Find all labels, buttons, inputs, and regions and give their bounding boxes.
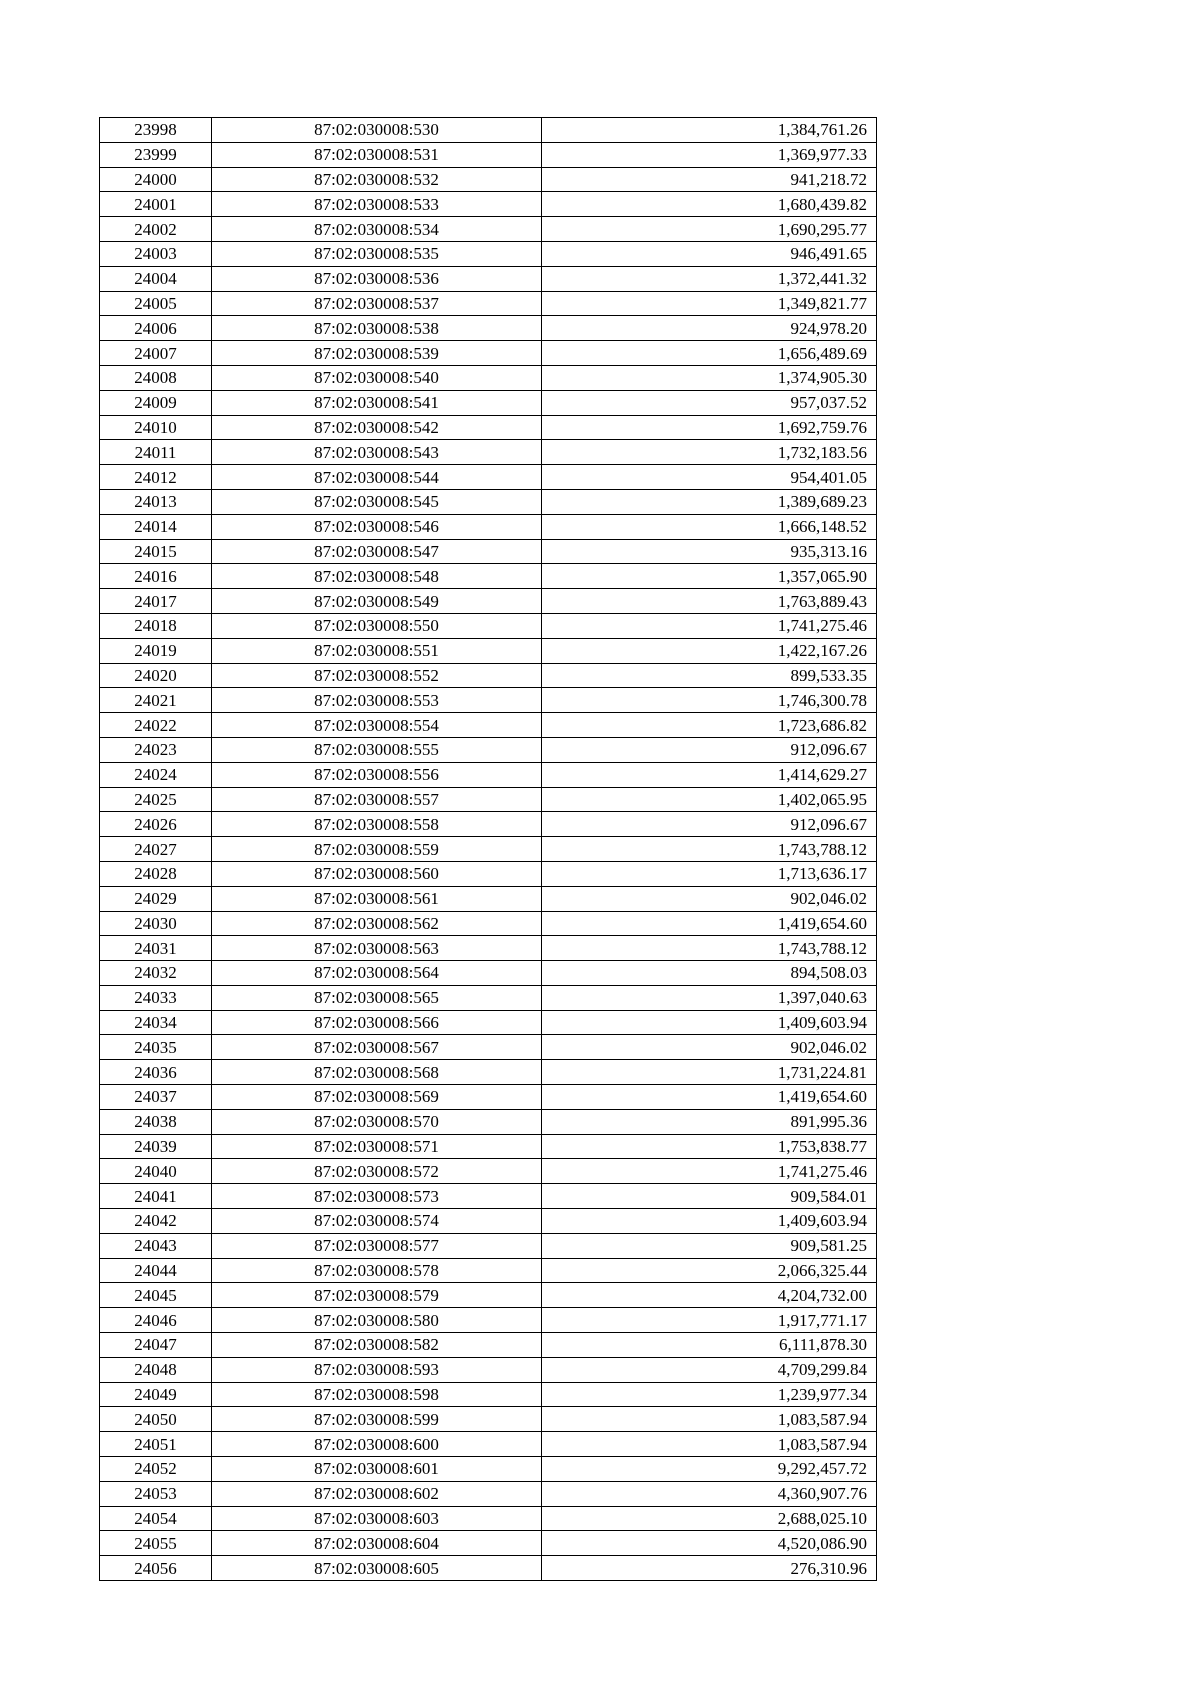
cadastral-number-cell: 87:02:030008:561 xyxy=(212,886,542,911)
row-number-cell: 24011 xyxy=(100,440,212,465)
row-number-cell: 24027 xyxy=(100,837,212,862)
row-number-cell: 24012 xyxy=(100,465,212,490)
cadastral-value-cell: 1,357,065.90 xyxy=(542,564,877,589)
table-row xyxy=(100,1134,877,1159)
cadastral-value-cell: 1,369,977.33 xyxy=(542,142,877,167)
cadastral-value-cell: 1,666,148.52 xyxy=(542,514,877,539)
cadastral-number-cell: 87:02:030008:545 xyxy=(212,489,542,514)
cadastral-value-cell: 1,743,788.12 xyxy=(542,936,877,961)
row-number-cell: 24025 xyxy=(100,787,212,812)
row-number-cell: 24009 xyxy=(100,390,212,415)
cadastral-value-cell: 1,422,167.26 xyxy=(542,638,877,663)
row-number-cell: 24054 xyxy=(100,1506,212,1531)
table-row xyxy=(100,1432,877,1457)
row-number-cell: 24038 xyxy=(100,1109,212,1134)
table-row xyxy=(100,365,877,390)
row-number-cell: 24020 xyxy=(100,663,212,688)
cadastral-value-cell: 1,753,838.77 xyxy=(542,1134,877,1159)
cadastral-number-cell: 87:02:030008:582 xyxy=(212,1333,542,1358)
row-number-cell: 23998 xyxy=(100,118,212,143)
row-number-cell: 24044 xyxy=(100,1258,212,1283)
table-row xyxy=(100,787,877,812)
row-number-cell: 24039 xyxy=(100,1134,212,1159)
cadastral-value-cell: 1,374,905.30 xyxy=(542,365,877,390)
row-number-cell: 24041 xyxy=(100,1184,212,1209)
table-row xyxy=(100,1085,877,1110)
table-row xyxy=(100,638,877,663)
row-number-cell: 24000 xyxy=(100,167,212,192)
cadastral-value-cell: 1,741,275.46 xyxy=(542,1159,877,1184)
row-number-cell: 24007 xyxy=(100,341,212,366)
row-number-cell: 24052 xyxy=(100,1457,212,1482)
row-number-cell: 24053 xyxy=(100,1481,212,1506)
cadastral-value-cell: 1,372,441.32 xyxy=(542,266,877,291)
cadastral-value-cell: 1,731,224.81 xyxy=(542,1060,877,1085)
row-number-cell: 24056 xyxy=(100,1556,212,1581)
table-row xyxy=(100,415,877,440)
cadastral-number-cell: 87:02:030008:573 xyxy=(212,1184,542,1209)
row-number-cell: 24024 xyxy=(100,762,212,787)
cadastral-value-cell: 954,401.05 xyxy=(542,465,877,490)
cadastral-value-cell: 1,746,300.78 xyxy=(542,688,877,713)
row-number-cell: 24006 xyxy=(100,316,212,341)
row-number-cell: 24055 xyxy=(100,1531,212,1556)
row-number-cell: 24021 xyxy=(100,688,212,713)
cadastral-number-cell: 87:02:030008:599 xyxy=(212,1407,542,1432)
cadastral-number-cell: 87:02:030008:555 xyxy=(212,737,542,762)
cadastral-value-cell: 1,409,603.94 xyxy=(542,1010,877,1035)
cadastral-number-cell: 87:02:030008:535 xyxy=(212,241,542,266)
cadastral-number-cell: 87:02:030008:604 xyxy=(212,1531,542,1556)
table-row xyxy=(100,1283,877,1308)
cadastral-number-cell: 87:02:030008:530 xyxy=(212,118,542,143)
row-number-cell: 24010 xyxy=(100,415,212,440)
cadastral-number-cell: 87:02:030008:548 xyxy=(212,564,542,589)
row-number-cell: 24047 xyxy=(100,1333,212,1358)
cadastral-number-cell: 87:02:030008:534 xyxy=(212,217,542,242)
table-row xyxy=(100,217,877,242)
cadastral-value-cell: 4,520,086.90 xyxy=(542,1531,877,1556)
cadastral-value-cell: 1,732,183.56 xyxy=(542,440,877,465)
cadastral-number-cell: 87:02:030008:563 xyxy=(212,936,542,961)
row-number-cell: 24008 xyxy=(100,365,212,390)
table-row xyxy=(100,390,877,415)
cadastral-value-cell: 1,763,889.43 xyxy=(542,589,877,614)
table-row xyxy=(100,564,877,589)
table-row xyxy=(100,1060,877,1085)
cadastral-value-cell: 2,066,325.44 xyxy=(542,1258,877,1283)
cadastral-number-cell: 87:02:030008:531 xyxy=(212,142,542,167)
cadastral-value-cell: 1,741,275.46 xyxy=(542,613,877,638)
table-row xyxy=(100,489,877,514)
cadastral-value-cell: 894,508.03 xyxy=(542,961,877,986)
table-row xyxy=(100,1556,877,1581)
cadastral-value-cell: 899,533.35 xyxy=(542,663,877,688)
row-number-cell: 24013 xyxy=(100,489,212,514)
table-row xyxy=(100,911,877,936)
cadastral-value-cell: 1,690,295.77 xyxy=(542,217,877,242)
cadastral-number-cell: 87:02:030008:537 xyxy=(212,291,542,316)
table-row xyxy=(100,985,877,1010)
row-number-cell: 24033 xyxy=(100,985,212,1010)
cadastral-number-cell: 87:02:030008:542 xyxy=(212,415,542,440)
table-row xyxy=(100,1159,877,1184)
table-row xyxy=(100,1457,877,1482)
cadastral-value-cell: 1,917,771.17 xyxy=(542,1308,877,1333)
row-number-cell: 24005 xyxy=(100,291,212,316)
table-row xyxy=(100,837,877,862)
table-row xyxy=(100,266,877,291)
cadastral-number-cell: 87:02:030008:567 xyxy=(212,1035,542,1060)
table-row xyxy=(100,1481,877,1506)
cadastral-value-cell: 1,389,689.23 xyxy=(542,489,877,514)
cadastral-number-cell: 87:02:030008:603 xyxy=(212,1506,542,1531)
cadastral-value-cell: 1,384,761.26 xyxy=(542,118,877,143)
cadastral-number-cell: 87:02:030008:572 xyxy=(212,1159,542,1184)
row-number-cell: 24042 xyxy=(100,1209,212,1234)
table-row xyxy=(100,1233,877,1258)
row-number-cell: 24046 xyxy=(100,1308,212,1333)
table-row xyxy=(100,589,877,614)
cadastral-number-cell: 87:02:030008:552 xyxy=(212,663,542,688)
cadastral-number-cell: 87:02:030008:551 xyxy=(212,638,542,663)
table-row xyxy=(100,737,877,762)
row-number-cell: 24037 xyxy=(100,1085,212,1110)
cadastral-number-cell: 87:02:030008:550 xyxy=(212,613,542,638)
cadastral-number-cell: 87:02:030008:546 xyxy=(212,514,542,539)
cadastral-value-cell: 4,709,299.84 xyxy=(542,1357,877,1382)
cadastral-value-cell: 946,491.65 xyxy=(542,241,877,266)
cadastral-value-cell: 4,204,732.00 xyxy=(542,1283,877,1308)
cadastral-number-cell: 87:02:030008:569 xyxy=(212,1085,542,1110)
cadastral-number-cell: 87:02:030008:566 xyxy=(212,1010,542,1035)
table-row xyxy=(100,1109,877,1134)
row-number-cell: 24049 xyxy=(100,1382,212,1407)
table-row xyxy=(100,316,877,341)
cadastral-number-cell: 87:02:030008:549 xyxy=(212,589,542,614)
row-number-cell: 24026 xyxy=(100,812,212,837)
row-number-cell: 24028 xyxy=(100,861,212,886)
table-row xyxy=(100,1035,877,1060)
cadastral-number-cell: 87:02:030008:565 xyxy=(212,985,542,1010)
cadastral-value-cell: 935,313.16 xyxy=(542,539,877,564)
table-row xyxy=(100,1531,877,1556)
cadastral-number-cell: 87:02:030008:538 xyxy=(212,316,542,341)
cadastral-value-cell: 912,096.67 xyxy=(542,737,877,762)
row-number-cell: 24022 xyxy=(100,713,212,738)
table-row xyxy=(100,192,877,217)
cadastral-number-cell: 87:02:030008:536 xyxy=(212,266,542,291)
cadastral-number-cell: 87:02:030008:598 xyxy=(212,1382,542,1407)
table-row xyxy=(100,1357,877,1382)
cadastral-number-cell: 87:02:030008:602 xyxy=(212,1481,542,1506)
row-number-cell: 24040 xyxy=(100,1159,212,1184)
row-number-cell: 24003 xyxy=(100,241,212,266)
row-number-cell: 24051 xyxy=(100,1432,212,1457)
cadastral-value-cell: 1,414,629.27 xyxy=(542,762,877,787)
table-row xyxy=(100,1333,877,1358)
table-row xyxy=(100,1184,877,1209)
cadastral-number-cell: 87:02:030008:571 xyxy=(212,1134,542,1159)
cadastral-value-cell: 1,397,040.63 xyxy=(542,985,877,1010)
cadastral-number-cell: 87:02:030008:600 xyxy=(212,1432,542,1457)
table-row xyxy=(100,167,877,192)
row-number-cell: 24029 xyxy=(100,886,212,911)
table-row xyxy=(100,241,877,266)
cadastral-number-cell: 87:02:030008:547 xyxy=(212,539,542,564)
table-row xyxy=(100,1010,877,1035)
row-number-cell: 24001 xyxy=(100,192,212,217)
table-row xyxy=(100,1209,877,1234)
cadastral-number-cell: 87:02:030008:601 xyxy=(212,1457,542,1482)
cadastral-value-cell: 1,419,654.60 xyxy=(542,1085,877,1110)
row-number-cell: 24023 xyxy=(100,737,212,762)
table-row xyxy=(100,663,877,688)
cadastral-number-cell: 87:02:030008:580 xyxy=(212,1308,542,1333)
table-row xyxy=(100,961,877,986)
cadastral-value-cell: 902,046.02 xyxy=(542,886,877,911)
table-row xyxy=(100,861,877,886)
cadastral-number-cell: 87:02:030008:579 xyxy=(212,1283,542,1308)
cadastral-value-cell: 1,743,788.12 xyxy=(542,837,877,862)
table-row xyxy=(100,142,877,167)
row-number-cell: 24050 xyxy=(100,1407,212,1432)
cadastral-value-cell: 9,292,457.72 xyxy=(542,1457,877,1482)
table-row xyxy=(100,812,877,837)
table-row xyxy=(100,762,877,787)
cadastral-value-cell: 912,096.67 xyxy=(542,812,877,837)
table-row xyxy=(100,1308,877,1333)
cadastral-value-table xyxy=(99,117,877,1581)
cadastral-value-cell: 1,239,977.34 xyxy=(542,1382,877,1407)
cadastral-number-cell: 87:02:030008:560 xyxy=(212,861,542,886)
row-number-cell: 24002 xyxy=(100,217,212,242)
row-number-cell: 24048 xyxy=(100,1357,212,1382)
cadastral-number-cell: 87:02:030008:543 xyxy=(212,440,542,465)
cadastral-value-cell: 1,680,439.82 xyxy=(542,192,877,217)
table-row xyxy=(100,465,877,490)
table-row xyxy=(100,1258,877,1283)
cadastral-value-cell: 891,995.36 xyxy=(542,1109,877,1134)
table-row xyxy=(100,1407,877,1432)
table-row xyxy=(100,118,877,143)
row-number-cell: 24018 xyxy=(100,613,212,638)
cadastral-number-cell: 87:02:030008:568 xyxy=(212,1060,542,1085)
row-number-cell: 24014 xyxy=(100,514,212,539)
table-row xyxy=(100,514,877,539)
cadastral-value-cell: 909,581.25 xyxy=(542,1233,877,1258)
cadastral-number-cell: 87:02:030008:593 xyxy=(212,1357,542,1382)
cadastral-value-cell: 1,656,489.69 xyxy=(542,341,877,366)
table-row xyxy=(100,440,877,465)
cadastral-value-cell: 1,349,821.77 xyxy=(542,291,877,316)
cadastral-number-cell: 87:02:030008:559 xyxy=(212,837,542,862)
row-number-cell: 24030 xyxy=(100,911,212,936)
cadastral-value-cell: 4,360,907.76 xyxy=(542,1481,877,1506)
table-row xyxy=(100,539,877,564)
table-row xyxy=(100,688,877,713)
row-number-cell: 24034 xyxy=(100,1010,212,1035)
row-number-cell: 24036 xyxy=(100,1060,212,1085)
cadastral-number-cell: 87:02:030008:557 xyxy=(212,787,542,812)
table-row xyxy=(100,713,877,738)
row-number-cell: 24032 xyxy=(100,961,212,986)
row-number-cell: 24019 xyxy=(100,638,212,663)
row-number-cell: 24017 xyxy=(100,589,212,614)
table-row xyxy=(100,613,877,638)
cadastral-number-cell: 87:02:030008:564 xyxy=(212,961,542,986)
cadastral-number-cell: 87:02:030008:540 xyxy=(212,365,542,390)
row-number-cell: 23999 xyxy=(100,142,212,167)
cadastral-value-cell: 957,037.52 xyxy=(542,390,877,415)
cadastral-value-cell: 941,218.72 xyxy=(542,167,877,192)
cadastral-number-cell: 87:02:030008:539 xyxy=(212,341,542,366)
cadastral-value-cell: 1,692,759.76 xyxy=(542,415,877,440)
row-number-cell: 24004 xyxy=(100,266,212,291)
table-row xyxy=(100,936,877,961)
cadastral-number-cell: 87:02:030008:570 xyxy=(212,1109,542,1134)
cadastral-value-cell: 909,584.01 xyxy=(542,1184,877,1209)
cadastral-value-cell: 1,083,587.94 xyxy=(542,1407,877,1432)
cadastral-number-cell: 87:02:030008:605 xyxy=(212,1556,542,1581)
cadastral-number-cell: 87:02:030008:532 xyxy=(212,167,542,192)
cadastral-value-cell: 6,111,878.30 xyxy=(542,1333,877,1358)
table-row xyxy=(100,1506,877,1531)
cadastral-number-cell: 87:02:030008:554 xyxy=(212,713,542,738)
cadastral-number-cell: 87:02:030008:558 xyxy=(212,812,542,837)
cadastral-number-cell: 87:02:030008:544 xyxy=(212,465,542,490)
cadastral-number-cell: 87:02:030008:556 xyxy=(212,762,542,787)
cadastral-number-cell: 87:02:030008:577 xyxy=(212,1233,542,1258)
row-number-cell: 24043 xyxy=(100,1233,212,1258)
cadastral-value-cell: 276,310.96 xyxy=(542,1556,877,1581)
cadastral-value-cell: 1,723,686.82 xyxy=(542,713,877,738)
cadastral-number-cell: 87:02:030008:562 xyxy=(212,911,542,936)
cadastral-value-cell: 1,419,654.60 xyxy=(542,911,877,936)
table-row xyxy=(100,886,877,911)
cadastral-value-cell: 2,688,025.10 xyxy=(542,1506,877,1531)
row-number-cell: 24031 xyxy=(100,936,212,961)
row-number-cell: 24035 xyxy=(100,1035,212,1060)
cadastral-number-cell: 87:02:030008:541 xyxy=(212,390,542,415)
row-number-cell: 24015 xyxy=(100,539,212,564)
cadastral-value-cell: 1,713,636.17 xyxy=(542,861,877,886)
table-body xyxy=(100,118,877,1581)
row-number-cell: 24016 xyxy=(100,564,212,589)
table-row xyxy=(100,291,877,316)
cadastral-number-cell: 87:02:030008:553 xyxy=(212,688,542,713)
cadastral-value-cell: 1,083,587.94 xyxy=(542,1432,877,1457)
row-number-cell: 24045 xyxy=(100,1283,212,1308)
cadastral-number-cell: 87:02:030008:578 xyxy=(212,1258,542,1283)
table-row xyxy=(100,341,877,366)
cadastral-number-cell: 87:02:030008:533 xyxy=(212,192,542,217)
cadastral-number-cell: 87:02:030008:574 xyxy=(212,1209,542,1234)
cadastral-value-cell: 902,046.02 xyxy=(542,1035,877,1060)
table-row xyxy=(100,1382,877,1407)
cadastral-value-cell: 924,978.20 xyxy=(542,316,877,341)
cadastral-value-cell: 1,409,603.94 xyxy=(542,1209,877,1234)
cadastral-value-cell: 1,402,065.95 xyxy=(542,787,877,812)
